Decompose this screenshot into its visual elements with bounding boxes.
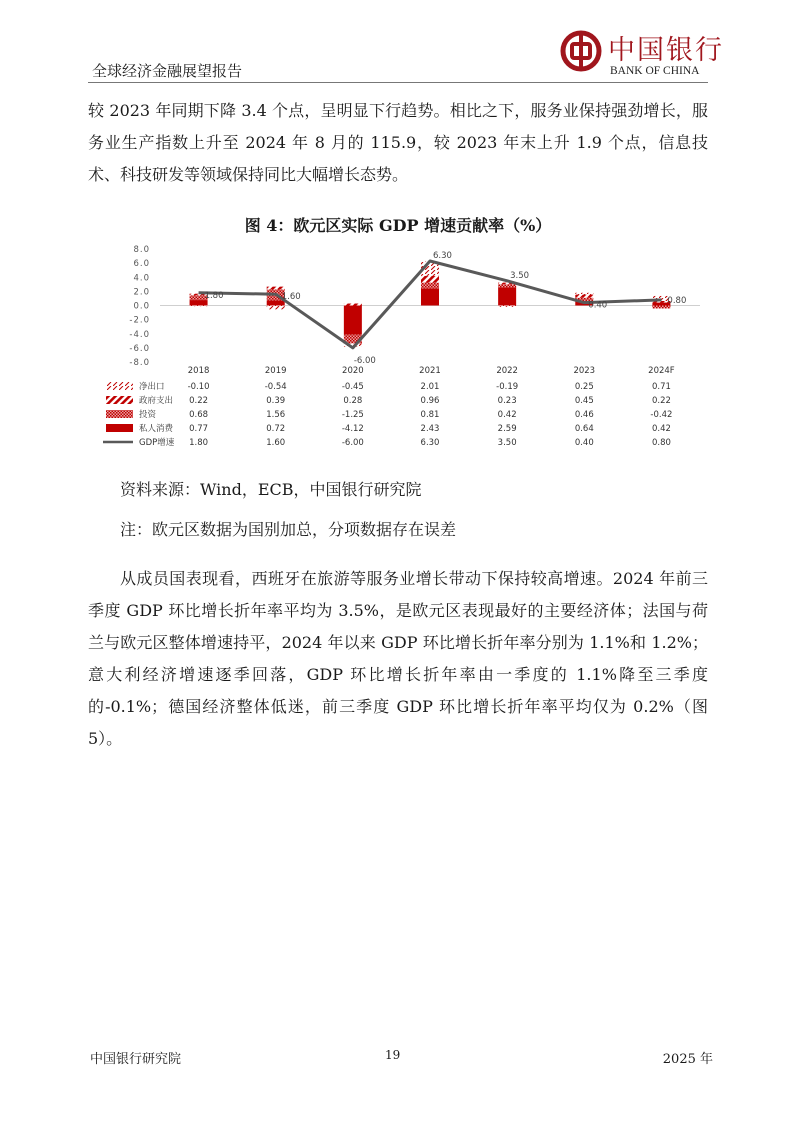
bar-segment: [498, 287, 516, 305]
y-tick-label: 0.0: [133, 301, 150, 312]
source-note: 资料来源：Wind，ECB，中国银行研究院: [120, 480, 422, 499]
x-category-label: 2022: [496, 366, 518, 376]
table-cell: 0.64: [574, 424, 594, 434]
x-category-label: 2021: [419, 366, 441, 376]
legend-swatch: [106, 382, 133, 390]
gdp-data-label: 0.80: [667, 295, 687, 306]
table-cell: -0.10: [187, 382, 210, 392]
table-cell: 0.80: [651, 438, 671, 448]
bar-segment: [575, 293, 593, 295]
footer-institution: 中国银行研究院: [90, 1052, 182, 1067]
logo-english-name: BANK OF CHINA: [610, 65, 700, 77]
bar-segment: [421, 276, 439, 283]
table-cell: 0.25: [574, 382, 594, 392]
x-category-label: 2023: [573, 366, 596, 376]
gdp-data-label: 6.30: [433, 251, 452, 262]
y-tick-label: -6.0: [129, 343, 150, 354]
bar-segment: [652, 306, 670, 309]
table-cell: -1.25: [341, 410, 364, 420]
table-cell: 0.42: [497, 410, 517, 420]
y-tick-label: 6.0: [133, 259, 150, 270]
legend-swatch: [106, 396, 133, 404]
data-note: 注：欧元区数据为国别加总，分项数据存在误差: [120, 520, 457, 539]
gdp-data-label: 1.60: [281, 292, 301, 303]
page-number: 19: [385, 1048, 401, 1062]
gdp-data-label: -6.00: [353, 355, 376, 366]
x-category-label: 2019: [264, 366, 287, 376]
y-tick-label: 8.0: [133, 245, 150, 255]
y-tick-label: -8.0: [129, 358, 150, 368]
legend-label: 私人消费: [139, 424, 174, 434]
bar-segment: [190, 300, 208, 305]
x-category-label: 2020: [342, 366, 364, 376]
y-tick-label: 2.0: [133, 287, 150, 298]
bar-segment: [344, 304, 362, 306]
table-cell: 0.23: [497, 396, 517, 406]
bar-segment: [267, 287, 285, 290]
table-cell: 0.77: [189, 424, 209, 434]
paragraph-industry: 较 2023 年同期下降 3.4 个点，呈明显下行趋势。相比之下，服务业保持强劲增长，服务业生产指数上升至 2024 年 8 月的 115.9，较 2023 年末上升 1.9 个点，信息技术、科技研发等领域保持同比大幅增长态势。: [88, 101, 708, 184]
x-category-label: 2024F: [648, 366, 675, 376]
table-cell: 0.22: [189, 396, 209, 406]
paragraph-member-states: 从成员国表现看，西班牙在旅游等服务业增长带动下保持较高增速。2024 年前三季度 GDP 环比增长折年率平均为 3.5%，是欧元区表现最好的主要经济体；法国与荷兰与欧元区整体增速持平，2024 年以来 GDP 环比增长折年率分别为 1.1%和 1.2%；意大利经济增速逐季回落，GDP 环比增长折年率由一季度的 1.1%降至三季度的-0.1%；德国经济整体低迷，前三季度 GDP 环比增长折年率平均仅为 0.2%（图 5）。: [88, 569, 708, 748]
gdp-contribution-chart: [95, 238, 715, 463]
y-tick-label: -2.0: [129, 315, 150, 326]
x-category-label: 2018: [187, 366, 210, 376]
gdp-data-label: 3.50: [510, 270, 530, 281]
table-cell: 0.72: [266, 424, 286, 434]
bar-segment: [344, 306, 362, 335]
gdp-data-label: 0.40: [588, 300, 608, 311]
table-cell: 0.46: [574, 410, 594, 420]
y-tick-label: 4.0: [133, 273, 150, 284]
table-cell: 0.42: [651, 424, 671, 434]
legend-label: GDP增速: [139, 438, 175, 448]
footer-year: 2025 年: [662, 1052, 713, 1067]
table-cell: 0.71: [651, 382, 671, 392]
table-cell: 6.30: [420, 438, 440, 448]
table-cell: 2.01: [420, 382, 440, 392]
table-cell: -0.54: [264, 382, 287, 392]
bank-logo: [560, 22, 724, 84]
table-cell: 1.60: [266, 438, 286, 448]
table-cell: 0.39: [266, 396, 286, 406]
bank-of-china-logo-icon: [560, 30, 602, 72]
table-cell: 0.22: [651, 396, 671, 406]
report-title: 全球经济金融展望报告: [92, 62, 243, 80]
table-cell: -6.00: [341, 438, 364, 448]
table-cell: 0.96: [420, 396, 440, 406]
table-cell: 0.68: [189, 410, 209, 420]
bar-segment: [190, 306, 208, 307]
bar-segment: [421, 283, 439, 289]
table-cell: -0.19: [496, 382, 519, 392]
table-cell: 3.50: [497, 438, 517, 448]
table-cell: 2.43: [420, 424, 440, 434]
table-cell: 0.28: [343, 396, 363, 406]
logo-chinese-name: 中国银行: [608, 35, 724, 66]
bar-segment: [421, 288, 439, 305]
table-cell: 1.56: [266, 410, 286, 420]
bar-segment: [498, 284, 516, 287]
bar-segment: [498, 306, 516, 307]
y-tick-label: -4.0: [129, 329, 150, 340]
table-cell: 2.59: [497, 424, 517, 434]
legend-swatch: [106, 410, 133, 418]
legend-swatch: [106, 424, 133, 432]
table-cell: 0.40: [574, 438, 594, 448]
bar-segment: [575, 295, 593, 298]
table-cell: 1.80: [189, 438, 209, 448]
table-cell: -0.45: [341, 382, 364, 392]
table-cell: -4.12: [341, 424, 364, 434]
gdp-data-label: 1.80: [204, 290, 224, 301]
table-cell: -0.42: [650, 410, 673, 420]
table-cell: 0.45: [574, 396, 594, 406]
bar-segment: [267, 306, 285, 310]
figure-title: 图 4：欧元区实际 GDP 增速贡献率（%）: [244, 216, 552, 235]
legend-label: 投资: [139, 410, 157, 420]
legend-label: 政府支出: [139, 396, 174, 406]
legend-label: 净出口: [139, 382, 165, 392]
table-cell: 0.81: [420, 410, 440, 420]
